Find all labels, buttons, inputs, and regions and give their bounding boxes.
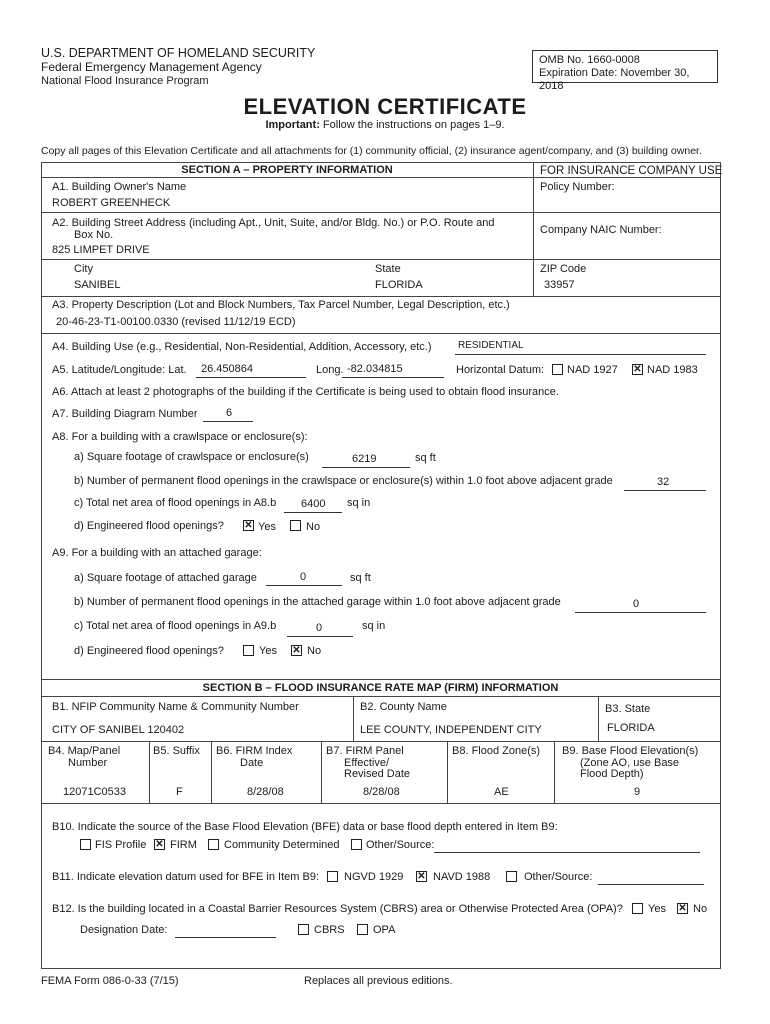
b10-other-underline xyxy=(434,852,700,853)
a3-property-description[interactable]: 20-46-23-T1-00100.0330 (revised 11/12/19 ECD) xyxy=(56,316,296,328)
navd1988-checkbox[interactable] xyxy=(416,871,427,882)
designation-date-label: Designation Date: xyxy=(80,924,168,936)
lat-underline xyxy=(196,377,306,378)
b6-firm-index-date[interactable]: 8/28/08 xyxy=(247,786,284,798)
community-determined-checkbox[interactable] xyxy=(208,839,219,850)
a5-longitude[interactable]: -82.034815 xyxy=(347,363,403,375)
a4-building-use[interactable]: RESIDENTIAL xyxy=(458,340,524,351)
fis-profile-checkbox[interactable] xyxy=(80,839,91,850)
nad1927-label: NAD 1927 xyxy=(567,364,618,376)
b11-label: B11. Indicate elevation datum used for BFE in Item B9: xyxy=(52,871,319,883)
a9b-label: b) Number of permanent flood openings in the attached garage within 1.0 foot above adjacent grade xyxy=(74,596,561,608)
long-underline xyxy=(342,377,444,378)
a9-label: A9. For a building with an attached garage: xyxy=(52,547,262,559)
b11-other-checkbox[interactable] xyxy=(506,871,517,882)
b8-b9-divider xyxy=(554,741,555,803)
b9-base-flood-elevation[interactable]: 9 xyxy=(634,786,641,798)
b5-suffix[interactable]: F xyxy=(176,786,183,798)
b2-label: B2. County Name xyxy=(360,701,447,713)
zip-value[interactable]: 33957 xyxy=(544,279,575,291)
b11-other-label: Other/Source: xyxy=(524,871,593,883)
b1-community[interactable]: CITY OF SANIBEL 120402 xyxy=(52,724,185,736)
opa-checkbox[interactable] xyxy=(357,924,368,935)
b2-county[interactable]: LEE COUNTY, INDEPENDENT CITY xyxy=(360,724,542,736)
a8a-label: a) Square footage of crawlspace or enclosure(s) xyxy=(74,451,309,463)
row-line xyxy=(41,212,533,213)
naic-number-label: Company NAIC Number: xyxy=(540,224,662,236)
form-title: ELEVATION CERTIFICATE xyxy=(243,94,527,119)
a8c-unit: sq in xyxy=(347,497,371,509)
b12-no-label: No xyxy=(693,903,708,915)
b3-state[interactable]: FLORIDA xyxy=(607,722,655,734)
department-name: U.S. DEPARTMENT OF HOMELAND SECURITY xyxy=(41,46,316,60)
policy-number-label: Policy Number: xyxy=(540,181,615,193)
a2-label: A2. Building Street Address (including Apt., Unit, Suite, and/or Bldg. No.) or P.O. Route and xyxy=(52,217,495,229)
a9c-unit: sq in xyxy=(362,620,386,632)
firm-label: FIRM xyxy=(170,839,197,851)
row-line xyxy=(41,333,720,334)
nad1927-checkbox[interactable] xyxy=(552,364,563,375)
a9d-no-label: No xyxy=(307,645,322,657)
important-text: Follow the instructions on pages 1–9. xyxy=(322,119,505,131)
ngvd1929-checkbox[interactable] xyxy=(327,871,338,882)
b12-yes-label: Yes xyxy=(648,903,666,915)
frame-bottom xyxy=(41,968,720,969)
a9c-underline xyxy=(287,636,353,637)
a8c-label: c) Total net area of flood openings in A8.b xyxy=(74,497,277,509)
b9-label-line3: Flood Depth) xyxy=(580,768,644,780)
b10-label: B10. Indicate the source of the Base Flood Elevation (BFE) data or base flood depth entered in Item B9: xyxy=(52,821,558,833)
frame-left-b xyxy=(41,679,42,969)
section-a-heading: SECTION A – PROPERTY INFORMATION xyxy=(181,164,393,176)
community-determined-label: Community Determined xyxy=(224,839,340,851)
section-b-heading: SECTION B – FLOOD INSURANCE RATE MAP (FIRM) INFORMATION xyxy=(202,682,559,694)
form-subtitle xyxy=(0,119,770,131)
a9d-yes-label: Yes xyxy=(259,645,277,657)
copy-note: Copy all pages of this Elevation Certificate and all attachments for (1) community official, (2) insurance agent/company, and (3) building owner. xyxy=(41,145,702,157)
frame-top xyxy=(41,162,720,163)
firm-checkbox[interactable] xyxy=(154,839,165,850)
a4-label: A4. Building Use (e.g., Residential, Non-Residential, Addition, Accessory, etc.) xyxy=(52,341,432,353)
b1-label: B1. NFIP Community Name & Community Number xyxy=(52,701,299,713)
horizontal-datum-label: Horizontal Datum: xyxy=(456,364,545,376)
b6-label: B6. FIRM Index xyxy=(216,745,293,757)
state-value[interactable]: FLORIDA xyxy=(375,279,423,291)
a7-label: A7. Building Diagram Number xyxy=(52,408,198,420)
a4-underline xyxy=(455,354,706,355)
a8d-yes-label: Yes xyxy=(258,521,276,533)
a2-street-address[interactable]: 825 LIMPET DRIVE xyxy=(52,244,150,256)
b5-label: B5. Suffix xyxy=(153,745,200,757)
program-name: National Flood Insurance Program xyxy=(41,75,209,87)
b10-other-label: Other/Source: xyxy=(366,839,435,851)
b9-label-line2: (Zone AO, use Base xyxy=(580,757,680,769)
a9a-unit: sq ft xyxy=(350,572,371,584)
nad1983-label: NAD 1983 xyxy=(647,364,698,376)
a6-label: A6. Attach at least 2 photographs of the building if the Certificate is being used to obtain flood insurance. xyxy=(52,386,559,398)
fis-profile-label: FIS Profile xyxy=(95,839,147,851)
cbrs-label: CBRS xyxy=(314,924,345,936)
a5-label: A5. Latitude/Longitude: Lat. xyxy=(52,364,187,376)
a1-owner-name[interactable]: ROBERT GREENHECK xyxy=(52,197,171,209)
b8-flood-zone[interactable]: AE xyxy=(494,786,509,798)
row-line xyxy=(41,296,720,297)
a3-label: A3. Property Description (Lot and Block Numbers, Tax Parcel Number, Legal Description, etc.) xyxy=(52,299,510,311)
b4-label: B4. Map/Panel xyxy=(48,745,121,757)
b9-label: B9. Base Flood Elevation(s) xyxy=(562,745,699,757)
b6-label-line2: Date xyxy=(240,757,264,769)
a8a-underline xyxy=(322,467,410,468)
b12-yes-checkbox[interactable] xyxy=(632,903,643,914)
b4-b5-divider xyxy=(149,741,150,803)
b2-b3-divider xyxy=(598,696,599,741)
a9c-net-area[interactable]: 0 xyxy=(316,622,323,634)
insurance-use-heading: FOR INSURANCE COMPANY USE xyxy=(540,165,723,177)
b11-other-underline xyxy=(598,884,704,885)
city-value[interactable]: SANIBEL xyxy=(74,279,121,291)
opa-label: OPA xyxy=(373,924,396,936)
a8a-unit: sq ft xyxy=(415,452,436,464)
section-b-top xyxy=(41,679,720,680)
b6-b7-divider xyxy=(321,741,322,803)
a8-label: A8. For a building with a crawlspace or enclosure(s): xyxy=(52,431,308,443)
a8a-crawlspace-sqft[interactable]: 6219 xyxy=(352,453,377,465)
b4-label-line2: Number xyxy=(68,757,108,769)
a8d-yes-checkbox[interactable] xyxy=(243,520,254,531)
a9b-underline xyxy=(575,612,706,613)
row-line xyxy=(533,212,720,213)
row-line xyxy=(41,696,720,697)
a8b-label: b) Number of permanent flood openings in the crawlspace or enclosure(s) within 1.0 foot above adjacent grade xyxy=(74,475,613,487)
a9a-label: a) Square footage of attached garage xyxy=(74,572,257,584)
a9a-garage-sqft[interactable]: 0 xyxy=(300,571,307,583)
designation-date-underline[interactable] xyxy=(175,937,276,938)
b10-other-checkbox[interactable] xyxy=(351,839,362,850)
a8b-underline xyxy=(624,490,706,491)
a9d-yes-checkbox[interactable] xyxy=(243,645,254,656)
a8c-underline xyxy=(284,512,342,513)
a9d-no-checkbox[interactable] xyxy=(291,645,302,656)
b3-label: B3. State xyxy=(605,703,651,715)
a5-long-label: Long. xyxy=(316,364,344,376)
row-line xyxy=(41,259,720,260)
a8b-flood-openings[interactable]: 32 xyxy=(657,476,670,488)
b4-map-panel-number[interactable]: 12071C0533 xyxy=(63,786,127,798)
city-label: City xyxy=(74,263,93,275)
a8d-label: d) Engineered flood openings? xyxy=(74,520,224,532)
b1-b2-divider xyxy=(353,696,354,741)
row-line xyxy=(41,741,720,742)
a8d-no-checkbox[interactable] xyxy=(290,520,301,531)
a9a-underline xyxy=(266,585,342,586)
a1-label: A1. Building Owner's Name xyxy=(52,181,187,193)
b7-b8-divider xyxy=(447,741,448,803)
cbrs-checkbox[interactable] xyxy=(298,924,309,935)
b7-firm-panel-date[interactable]: 8/28/08 xyxy=(363,786,400,798)
ins-col-divider xyxy=(533,162,534,296)
important-label: Important: xyxy=(265,119,320,131)
b7-label-line3: Revised Date xyxy=(344,768,411,780)
navd1988-label: NAVD 1988 xyxy=(433,871,491,883)
form-number: FEMA Form 086-0-33 (7/15) xyxy=(41,975,179,987)
b7-label: B7. FIRM Panel xyxy=(326,745,404,757)
state-label: State xyxy=(375,263,401,275)
frame-left xyxy=(41,162,42,679)
zip-label: ZIP Code xyxy=(540,263,587,275)
agency-name: Federal Emergency Management Agency xyxy=(41,60,262,74)
a8d-no-label: No xyxy=(306,521,321,533)
frame-right xyxy=(720,162,721,679)
omb-number: OMB No. 1660-0008 xyxy=(539,54,640,66)
a5-latitude[interactable]: 26.450864 xyxy=(201,363,253,375)
a9b-flood-openings[interactable]: 0 xyxy=(633,598,640,610)
nad1983-checkbox[interactable] xyxy=(632,364,643,375)
a7-underline xyxy=(203,421,253,422)
a7-diagram-number[interactable]: 6 xyxy=(226,407,233,419)
b8-label: B8. Flood Zone(s) xyxy=(452,745,541,757)
frame-right-b xyxy=(720,679,721,969)
a9c-label: c) Total net area of flood openings in A9.b xyxy=(74,620,277,632)
b7-label-line2: Effective/ xyxy=(344,757,390,769)
expiration-date: Expiration Date: November 30, 2018 xyxy=(539,67,690,92)
a8c-net-area[interactable]: 6400 xyxy=(301,498,326,510)
ngvd1929-label: NGVD 1929 xyxy=(344,871,404,883)
a2-label-line2: Box No. xyxy=(74,229,114,241)
a9d-label: d) Engineered flood openings? xyxy=(74,645,224,657)
replaces-note: Replaces all previous editions. xyxy=(304,975,453,987)
b5-b6-divider xyxy=(211,741,212,803)
row-line xyxy=(41,803,720,804)
b12-no-checkbox[interactable] xyxy=(677,903,688,914)
b12-label: B12. Is the building located in a Coastal Barrier Resources System (CBRS) area or Otherwise Protected Area (OPA)? xyxy=(52,903,623,915)
omb-box xyxy=(532,50,718,92)
